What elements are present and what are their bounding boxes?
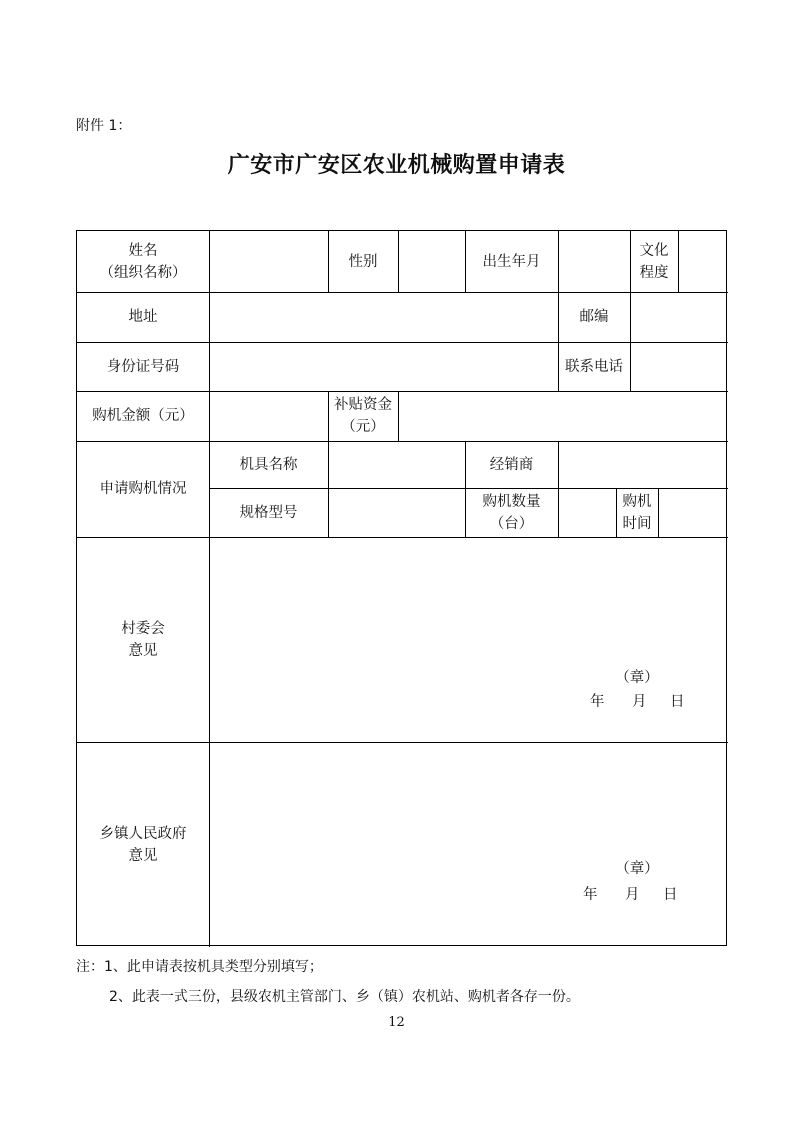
dealer-field[interactable] (559, 442, 727, 487)
phone-field[interactable] (631, 343, 727, 390)
village-seal-mark: （章） (615, 670, 659, 686)
phone-label: 联系电话 (565, 358, 623, 375)
township-seal-mark: （章） (615, 861, 659, 877)
attachment-label: 附件 1： (76, 118, 132, 134)
application-form-table (76, 230, 727, 946)
township-opinion-label: 乡镇人民政府 意见 (99, 825, 187, 864)
machine-name-field[interactable] (329, 442, 464, 487)
subsidy-field[interactable] (399, 392, 727, 440)
township-date-line: 年 月 日 (583, 887, 678, 903)
village-opinion-label: 村委会 意见 (121, 620, 165, 659)
address-label: 地址 (128, 309, 158, 325)
township-opinion-field[interactable] (210, 743, 727, 945)
page-number: 12 (388, 1015, 405, 1030)
form-notes (76, 952, 580, 1012)
purchase-situation-label: 申请购机情况 (99, 481, 187, 497)
name-field[interactable] (210, 232, 327, 291)
quantity-field[interactable] (559, 489, 615, 536)
education-label: 文化 程度 (639, 242, 669, 281)
note-1: 注：1、此申请表按机具类型分别填写； (76, 959, 323, 975)
birth-date-field[interactable] (559, 232, 629, 291)
id-number-label: 身份证号码 (106, 358, 180, 375)
gender-field[interactable] (399, 232, 464, 291)
model-label: 规格型号 (239, 504, 298, 521)
address-field[interactable] (210, 293, 557, 341)
village-date-line: 年 月 日 (590, 694, 685, 710)
purchase-time-field[interactable] (659, 489, 727, 536)
subsidy-label: 补贴资金 （元） (334, 397, 392, 435)
page-title: 广安市广安区农业机械购置申请表 (227, 153, 566, 178)
quantity-label: 购机数量 （台） (482, 493, 541, 532)
purchase-time-label: 购机 时间 (622, 493, 652, 532)
note-2: 2、此表一式三份，县级农机主管部门、乡（镇）农机站、购机者各存一份。 (109, 989, 580, 1005)
gender-label: 性别 (348, 253, 378, 270)
model-field[interactable] (329, 489, 464, 536)
purchase-amount-label: 购机金额（元） (92, 408, 194, 424)
postcode-field[interactable] (631, 293, 727, 341)
postcode-label: 邮编 (579, 309, 609, 325)
id-number-field[interactable] (210, 343, 557, 390)
name-label: 姓名 （组织名称） (99, 242, 187, 281)
dealer-label: 经销商 (489, 456, 534, 473)
purchase-amount-field[interactable] (210, 392, 327, 440)
machine-name-label: 机具名称 (239, 456, 298, 473)
education-field[interactable] (679, 232, 727, 291)
birth-date-label: 出生年月 (482, 253, 541, 270)
